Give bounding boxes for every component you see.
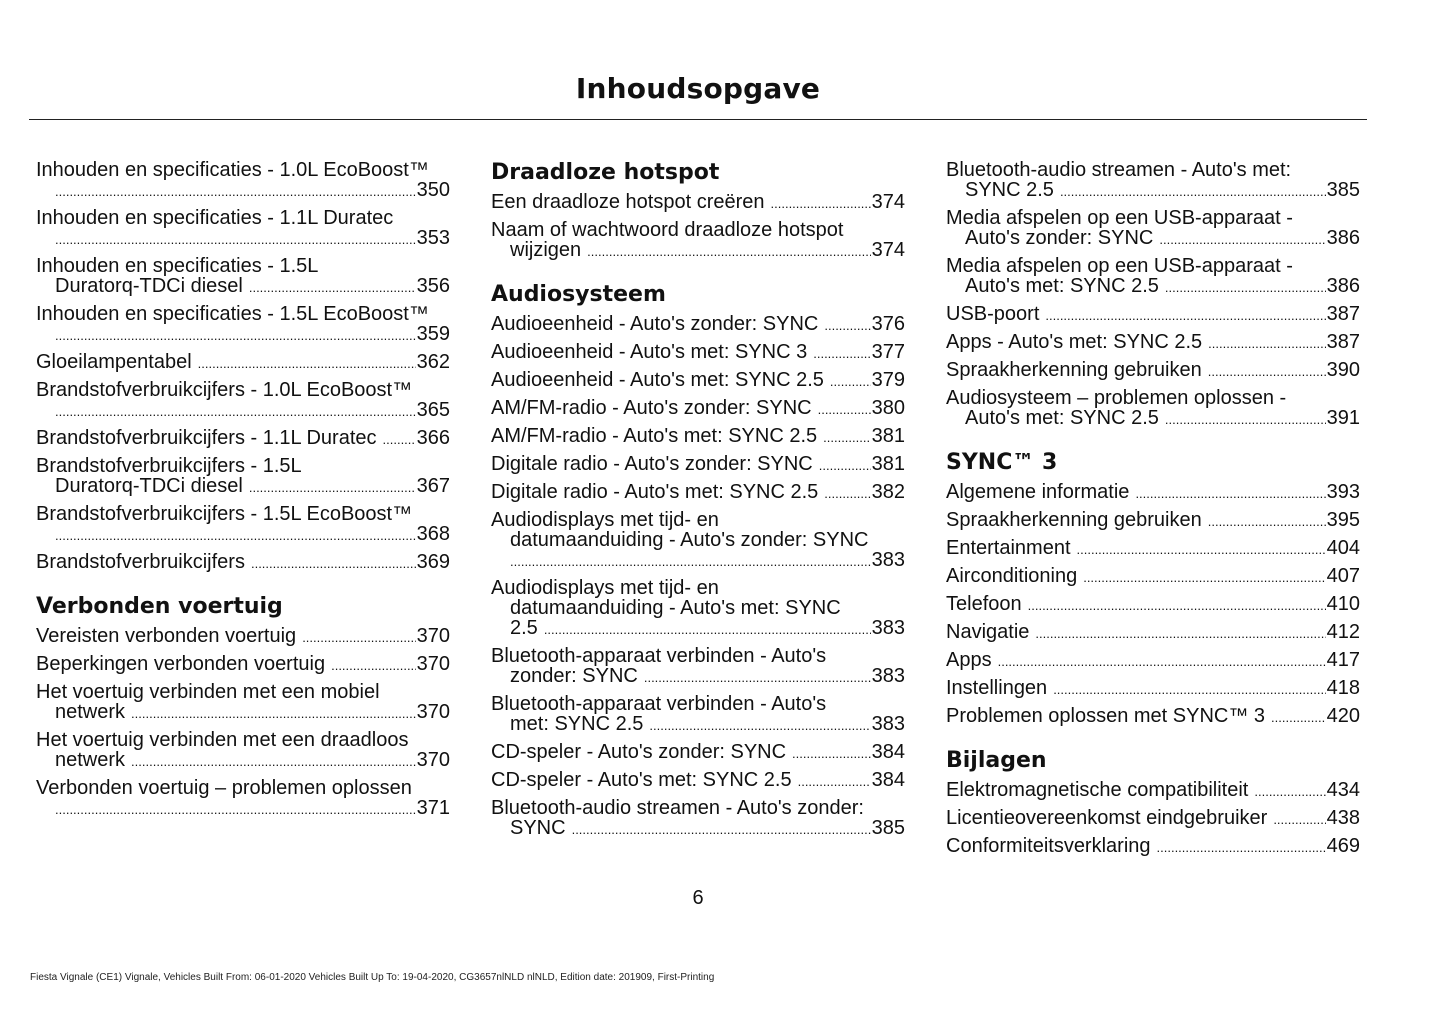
toc-entry-line (491, 770, 905, 792)
toc-entry[interactable] (946, 594, 1360, 622)
toc-entry[interactable] (36, 682, 450, 730)
toc-entry-title: Media afspelen op een USB-apparaat - (946, 255, 1293, 277)
toc-entry-line (491, 192, 905, 214)
toc-entry-text: Problemen oplossen met SYNC™ 3 (946, 705, 1266, 727)
toc-entry-line (946, 276, 1360, 298)
toc-entry-text: Gloeilampentabel (36, 351, 192, 373)
toc-entry-page: 362 (416, 351, 450, 373)
toc-entry-text: AM/FM-radio - Auto's met: SYNC 2.5 (491, 425, 818, 447)
toc-entry[interactable] (491, 798, 905, 846)
toc-entry-line (36, 476, 450, 498)
toc-entry-line (491, 342, 905, 364)
toc-entry-page: 385 (871, 817, 905, 839)
toc-entry-title: Audiodisplays met tijd- en (491, 509, 719, 531)
toc-entry-text: Auto's met: SYNC 2.5 (965, 275, 1159, 297)
toc-entry-page: 381 (871, 425, 905, 447)
dot-leader (249, 478, 416, 498)
section-heading: Audiosysteem (491, 282, 666, 307)
toc-entry-page: 384 (871, 741, 905, 763)
toc-entry-page: 420 (1326, 705, 1360, 727)
dot-leader (1208, 334, 1325, 354)
toc-entry-text: Conformiteitsverklaring (946, 835, 1151, 857)
dot-leader (998, 652, 1326, 672)
toc-entry[interactable] (491, 694, 905, 742)
toc-entry-page: 395 (1326, 509, 1360, 531)
toc-entry[interactable] (491, 646, 905, 694)
toc-entry-text: Navigatie (946, 621, 1030, 643)
toc-entry-line (946, 808, 1360, 830)
toc-entry[interactable] (36, 208, 450, 256)
dot-leader (1273, 810, 1325, 830)
toc-entry-line (946, 594, 1360, 616)
dot-leader (819, 456, 871, 476)
toc-entry-text: Brandstofverbruikcijfers (36, 551, 245, 573)
toc-entry-line (491, 618, 905, 640)
dot-leader (818, 400, 871, 420)
dot-leader (1083, 568, 1325, 588)
toc-entry-line (491, 240, 905, 262)
dot-leader (1053, 680, 1325, 700)
toc-entry-page: 382 (871, 481, 905, 503)
dot-leader (544, 620, 871, 640)
toc-entry-page: 434 (1326, 779, 1360, 801)
toc-entry-line (491, 550, 905, 572)
toc-entry-line (491, 818, 905, 840)
toc-entry-title-continued: datumaanduiding - Auto's met: SYNC (510, 597, 841, 619)
toc-entry-page: 379 (871, 369, 905, 391)
dot-leader (131, 704, 416, 724)
toc-entry-text: Vereisten verbonden voertuig (36, 625, 297, 647)
toc-entry[interactable] (946, 208, 1360, 256)
toc-entry-text: netwerk (55, 701, 126, 723)
toc-entry-page: 370 (416, 749, 450, 771)
toc-entry-line (36, 524, 450, 546)
toc-entry[interactable] (946, 566, 1360, 594)
toc-entry-line (491, 314, 905, 336)
toc-entry[interactable] (946, 332, 1360, 360)
toc-entry[interactable] (491, 578, 905, 646)
toc-entry[interactable] (36, 730, 450, 778)
toc-entry-text: Beperkingen verbonden voertuig (36, 653, 326, 675)
dot-leader (572, 820, 871, 840)
toc-entry-page: 383 (871, 713, 905, 735)
toc-entry-text: Audioeenheid - Auto's zonder: SYNC (491, 313, 819, 335)
toc-entry-page: 383 (871, 665, 905, 687)
toc-entry-text: Apps - Auto's met: SYNC 2.5 (946, 331, 1203, 353)
toc-entry-line (36, 654, 450, 676)
toc-entry-title: Brandstofverbruikcijfers - 1.0L EcoBoost™ (36, 379, 413, 401)
toc-entry-line (36, 352, 450, 374)
toc-entry-text: Digitale radio - Auto's met: SYNC 2.5 (491, 481, 819, 503)
toc-entry-page: 370 (416, 653, 450, 675)
toc-entry[interactable] (36, 352, 450, 380)
toc-entry-title: Bluetooth-apparaat verbinden - Auto's (491, 645, 827, 667)
toc-entry[interactable] (491, 454, 905, 482)
toc-entry-page: 387 (1326, 331, 1360, 353)
dot-leader (1157, 838, 1326, 858)
toc-entry-page: 417 (1326, 649, 1360, 671)
dot-leader (1028, 596, 1326, 616)
toc-entry-line (946, 780, 1360, 802)
toc-entry[interactable] (36, 654, 450, 682)
dot-leader (1060, 182, 1326, 202)
toc-entry[interactable] (946, 538, 1360, 566)
toc-entry-line (36, 702, 450, 724)
toc-entry-text: Airconditioning (946, 565, 1078, 587)
dot-leader (824, 316, 870, 336)
toc-entry-text: CD-speler - Auto's met: SYNC 2.5 (491, 769, 792, 791)
toc-entry-title: Het voertuig verbinden met een mobiel (36, 681, 380, 703)
toc-entry-line (946, 836, 1360, 858)
page-title: Inhoudsopgave (575, 72, 821, 105)
toc-entry-line (491, 426, 905, 448)
toc-entry-text: Duratorq-TDCi diesel (55, 275, 243, 297)
toc-entry-line (946, 304, 1360, 326)
toc-entry-title: Audiodisplays met tijd- en (491, 577, 719, 599)
toc-entry[interactable] (491, 342, 905, 370)
toc-entry-text: Auto's zonder: SYNC (965, 227, 1154, 249)
toc-entry-page: 393 (1326, 481, 1360, 503)
toc-entry-line (491, 714, 905, 736)
toc-entry-line (946, 622, 1360, 644)
toc-entry-line (491, 454, 905, 476)
toc-entry[interactable] (946, 780, 1360, 808)
dot-leader (1077, 540, 1326, 560)
dot-leader (1045, 306, 1325, 326)
toc-entry-line (946, 538, 1360, 560)
toc-entry-line (946, 228, 1360, 250)
toc-entry-title: Bluetooth-apparaat verbinden - Auto's (491, 693, 827, 715)
toc-entry[interactable] (946, 836, 1360, 864)
toc-entry[interactable] (946, 388, 1360, 436)
toc-entry-line (36, 180, 450, 202)
toc-entry[interactable] (491, 370, 905, 398)
toc-entry[interactable] (491, 770, 905, 798)
toc-column-2 (491, 160, 905, 846)
toc-entry[interactable] (946, 482, 1360, 510)
dot-leader (55, 526, 416, 546)
dot-leader (55, 800, 416, 820)
toc-entry[interactable] (946, 808, 1360, 836)
toc-entry-line (491, 666, 905, 688)
toc-entry-title: Naam of wachtwoord draadloze hotspot (491, 219, 844, 241)
toc-entry-page: 367 (416, 475, 450, 497)
toc-entry-line (946, 482, 1360, 504)
toc-entry-line (946, 706, 1360, 728)
toc-column-3 (946, 160, 1360, 864)
toc-entry[interactable] (946, 678, 1360, 706)
toc-entry-title: Brandstofverbruikcijfers - 1.5L (36, 455, 302, 477)
toc-entry-title: Verbonden voertuig – problemen oplossen (36, 777, 412, 799)
toc-entry-text: Licentieovereenkomst eindgebruiker (946, 807, 1268, 829)
toc-entry-text: Brandstofverbruikcijfers - 1.1L Duratec (36, 427, 377, 449)
toc-entry-line (946, 566, 1360, 588)
toc-entry-text: Auto's met: SYNC 2.5 (965, 407, 1159, 429)
toc-entry-page: 390 (1326, 359, 1360, 381)
toc-entry-page: 412 (1326, 621, 1360, 643)
page-number: 6 (692, 887, 704, 909)
toc-entry-text: SYNC (510, 817, 566, 839)
dot-leader (1135, 484, 1325, 504)
dot-leader (644, 668, 871, 688)
toc-entry-text: Entertainment (946, 537, 1071, 559)
section-heading: Draadloze hotspot (491, 160, 720, 185)
toc-entry-page: 383 (871, 549, 905, 571)
toc-entry-line (36, 552, 450, 574)
toc-entry-page: 469 (1326, 835, 1360, 857)
dot-leader (1208, 512, 1326, 532)
toc-entry-line (946, 510, 1360, 532)
section-heading: Verbonden voertuig (36, 594, 283, 619)
toc-entry-page: 381 (871, 453, 905, 475)
toc-entry-title: Inhouden en specificaties - 1.1L Duratec (36, 207, 394, 229)
toc-entry[interactable] (491, 220, 905, 268)
toc-entry-title-continued: datumaanduiding - Auto's zonder: SYNC (510, 529, 869, 551)
toc-entry-text: AM/FM-radio - Auto's zonder: SYNC (491, 397, 812, 419)
dot-leader (55, 230, 416, 250)
toc-entry[interactable] (36, 380, 450, 428)
toc-entry-line (946, 360, 1360, 382)
dot-leader (1165, 278, 1326, 298)
dot-leader (830, 372, 871, 392)
toc-entry[interactable] (491, 314, 905, 342)
toc-entry-title: Brandstofverbruikcijfers - 1.5L EcoBoost™ (36, 503, 413, 525)
toc-entry-page: 370 (416, 625, 450, 647)
dot-leader (55, 402, 416, 422)
toc-entry-page: 407 (1326, 565, 1360, 587)
toc-entry-page: 410 (1326, 593, 1360, 615)
toc-entry-title: Bluetooth-audio streamen - Auto's met: (946, 159, 1292, 181)
dot-leader (798, 772, 871, 792)
toc-entry-page: 368 (416, 523, 450, 545)
toc-entry-page: 404 (1326, 537, 1360, 559)
toc-entry-text: Apps (946, 649, 992, 671)
toc-entry[interactable] (491, 742, 905, 770)
toc-entry[interactable] (491, 510, 905, 578)
toc-entry-line (946, 650, 1360, 672)
toc-entry-title: Inhouden en specificaties - 1.0L EcoBoost™ (36, 159, 429, 181)
toc-entry-title: Inhouden en specificaties - 1.5L (36, 255, 319, 277)
toc-entry-text: CD-speler - Auto's zonder: SYNC (491, 741, 787, 763)
dot-leader (1165, 410, 1326, 430)
toc-entry-text: Telefoon (946, 593, 1022, 615)
toc-entry-page: 384 (871, 769, 905, 791)
section-heading: SYNC™ 3 (946, 450, 1058, 475)
dot-leader (55, 182, 416, 202)
toc-entry-text: zonder: SYNC (510, 665, 638, 687)
dot-leader (824, 484, 870, 504)
toc-entry-page: 371 (416, 797, 450, 819)
toc-entry[interactable] (946, 510, 1360, 538)
dot-leader (131, 752, 416, 772)
toc-entry-page: 376 (871, 313, 905, 335)
toc-entry-page: 350 (416, 179, 450, 201)
toc-entry[interactable] (491, 192, 905, 220)
dot-leader (823, 428, 870, 448)
dot-leader (1208, 362, 1326, 382)
dot-leader (198, 354, 416, 374)
toc-entry[interactable] (36, 626, 450, 654)
dot-leader (649, 716, 870, 736)
toc-entry-text: Instellingen (946, 677, 1048, 699)
toc-entry-text: Spraakherkenning gebruiken (946, 359, 1202, 381)
toc-entry[interactable] (491, 398, 905, 426)
toc-entry[interactable] (946, 160, 1360, 208)
toc-entry-page: 365 (416, 399, 450, 421)
toc-entry-line (946, 408, 1360, 430)
toc-entry-text: 2.5 (510, 617, 538, 639)
toc-entry-line (36, 798, 450, 820)
toc-entry-line (946, 332, 1360, 354)
toc-entry-text: netwerk (55, 749, 126, 771)
dot-leader (771, 194, 871, 214)
toc-entry-text: Algemene informatie (946, 481, 1130, 503)
toc-entry[interactable] (946, 622, 1360, 650)
title-divider (29, 119, 1367, 120)
toc-entry-page: 353 (416, 227, 450, 249)
toc-entry[interactable] (946, 360, 1360, 388)
toc-column-1 (36, 160, 450, 826)
toc-entry-line (946, 180, 1360, 202)
toc-entry-line (36, 428, 450, 450)
toc-entry-line (36, 228, 450, 250)
toc-entry[interactable] (946, 256, 1360, 304)
toc-entry-page: 374 (871, 239, 905, 261)
toc-entry-text: Duratorq-TDCi diesel (55, 475, 243, 497)
toc-entry-page: 366 (416, 427, 450, 449)
dot-leader (813, 344, 870, 364)
section-heading: Bijlagen (946, 748, 1047, 773)
toc-entry-line (491, 482, 905, 504)
toc-entry[interactable] (491, 426, 905, 454)
toc-entry-page: 356 (416, 275, 450, 297)
toc-entry-title: Het voertuig verbinden met een draadloos (36, 729, 409, 751)
toc-entry-line (946, 678, 1360, 700)
toc-entry-title: Bluetooth-audio streamen - Auto's zonder: (491, 797, 864, 819)
toc-entry[interactable] (36, 778, 450, 826)
toc-entry[interactable] (36, 504, 450, 552)
toc-entry[interactable] (946, 304, 1360, 332)
footer-edition-info: Fiesta Vignale (CE1) Vignale, Vehicles Built From: 06-01-2020 Vehicles Built Up To: 19-04-2020, CG3657nlNLD nlNLD, Edition date: 201909, First-Printing (30, 972, 715, 983)
toc-entry-text: met: SYNC 2.5 (510, 713, 644, 735)
toc-entry-line (491, 398, 905, 420)
toc-entry-page: 370 (416, 701, 450, 723)
toc-entry-text: Een draadloze hotspot creëren (491, 191, 765, 213)
toc-entry-page: 386 (1326, 275, 1360, 297)
toc-entry[interactable] (36, 256, 450, 304)
dot-leader (1159, 230, 1325, 250)
toc-entry-page: 380 (871, 397, 905, 419)
toc-entry-line (36, 276, 450, 298)
toc-entry-page: 369 (416, 551, 450, 573)
dot-leader (302, 628, 415, 648)
toc-entry-page: 386 (1326, 227, 1360, 249)
toc-entry-text: wijzigen (510, 239, 582, 261)
toc-entry-text: Audioeenheid - Auto's met: SYNC 2.5 (491, 369, 824, 391)
toc-entry[interactable] (946, 706, 1360, 734)
dot-leader (792, 744, 871, 764)
toc-entry[interactable] (36, 456, 450, 504)
toc-entry-page: 377 (871, 341, 905, 363)
toc-entry-text: Audioeenheid - Auto's met: SYNC 3 (491, 341, 808, 363)
toc-entry-page: 418 (1326, 677, 1360, 699)
dot-leader (587, 242, 870, 262)
toc-entry-title: Audiosysteem – problemen oplossen - (946, 387, 1287, 409)
toc-entry[interactable] (36, 160, 450, 208)
dot-leader (331, 656, 416, 676)
dot-leader (249, 278, 416, 298)
dot-leader (1035, 624, 1325, 644)
dot-leader (55, 326, 416, 346)
dot-leader (1271, 708, 1326, 728)
toc-entry-line (491, 742, 905, 764)
toc-entry-page: 374 (871, 191, 905, 213)
dot-leader (1254, 782, 1325, 802)
toc-entry-text: Digitale radio - Auto's zonder: SYNC (491, 453, 813, 475)
toc-entry-title: Media afspelen op een USB-apparaat - (946, 207, 1293, 229)
dot-leader (251, 554, 416, 574)
toc-entry-title: Inhouden en specificaties - 1.5L EcoBoost™ (36, 303, 429, 325)
toc-entry-page: 387 (1326, 303, 1360, 325)
toc-entry[interactable] (36, 428, 450, 456)
toc-entry-line (36, 400, 450, 422)
toc-entry[interactable] (36, 304, 450, 352)
toc-entry-page: 385 (1326, 179, 1360, 201)
toc-entry-text: USB-poort (946, 303, 1040, 325)
toc-entry-page: 438 (1326, 807, 1360, 829)
toc-entry-line (36, 750, 450, 772)
toc-entry-page: 359 (416, 323, 450, 345)
toc-entry[interactable] (946, 650, 1360, 678)
toc-entry-text: Elektromagnetische compatibiliteit (946, 779, 1249, 801)
toc-entry-page: 383 (871, 617, 905, 639)
toc-entry[interactable] (36, 552, 450, 580)
toc-entry-line (491, 370, 905, 392)
toc-entry-page: 391 (1326, 407, 1360, 429)
toc-entry-text: SYNC 2.5 (965, 179, 1054, 201)
dot-leader (383, 430, 416, 450)
toc-entry-text: Spraakherkenning gebruiken (946, 509, 1202, 531)
toc-entry[interactable] (491, 482, 905, 510)
dot-leader (510, 552, 871, 572)
toc-entry-line (36, 626, 450, 648)
toc-entry-line (36, 324, 450, 346)
